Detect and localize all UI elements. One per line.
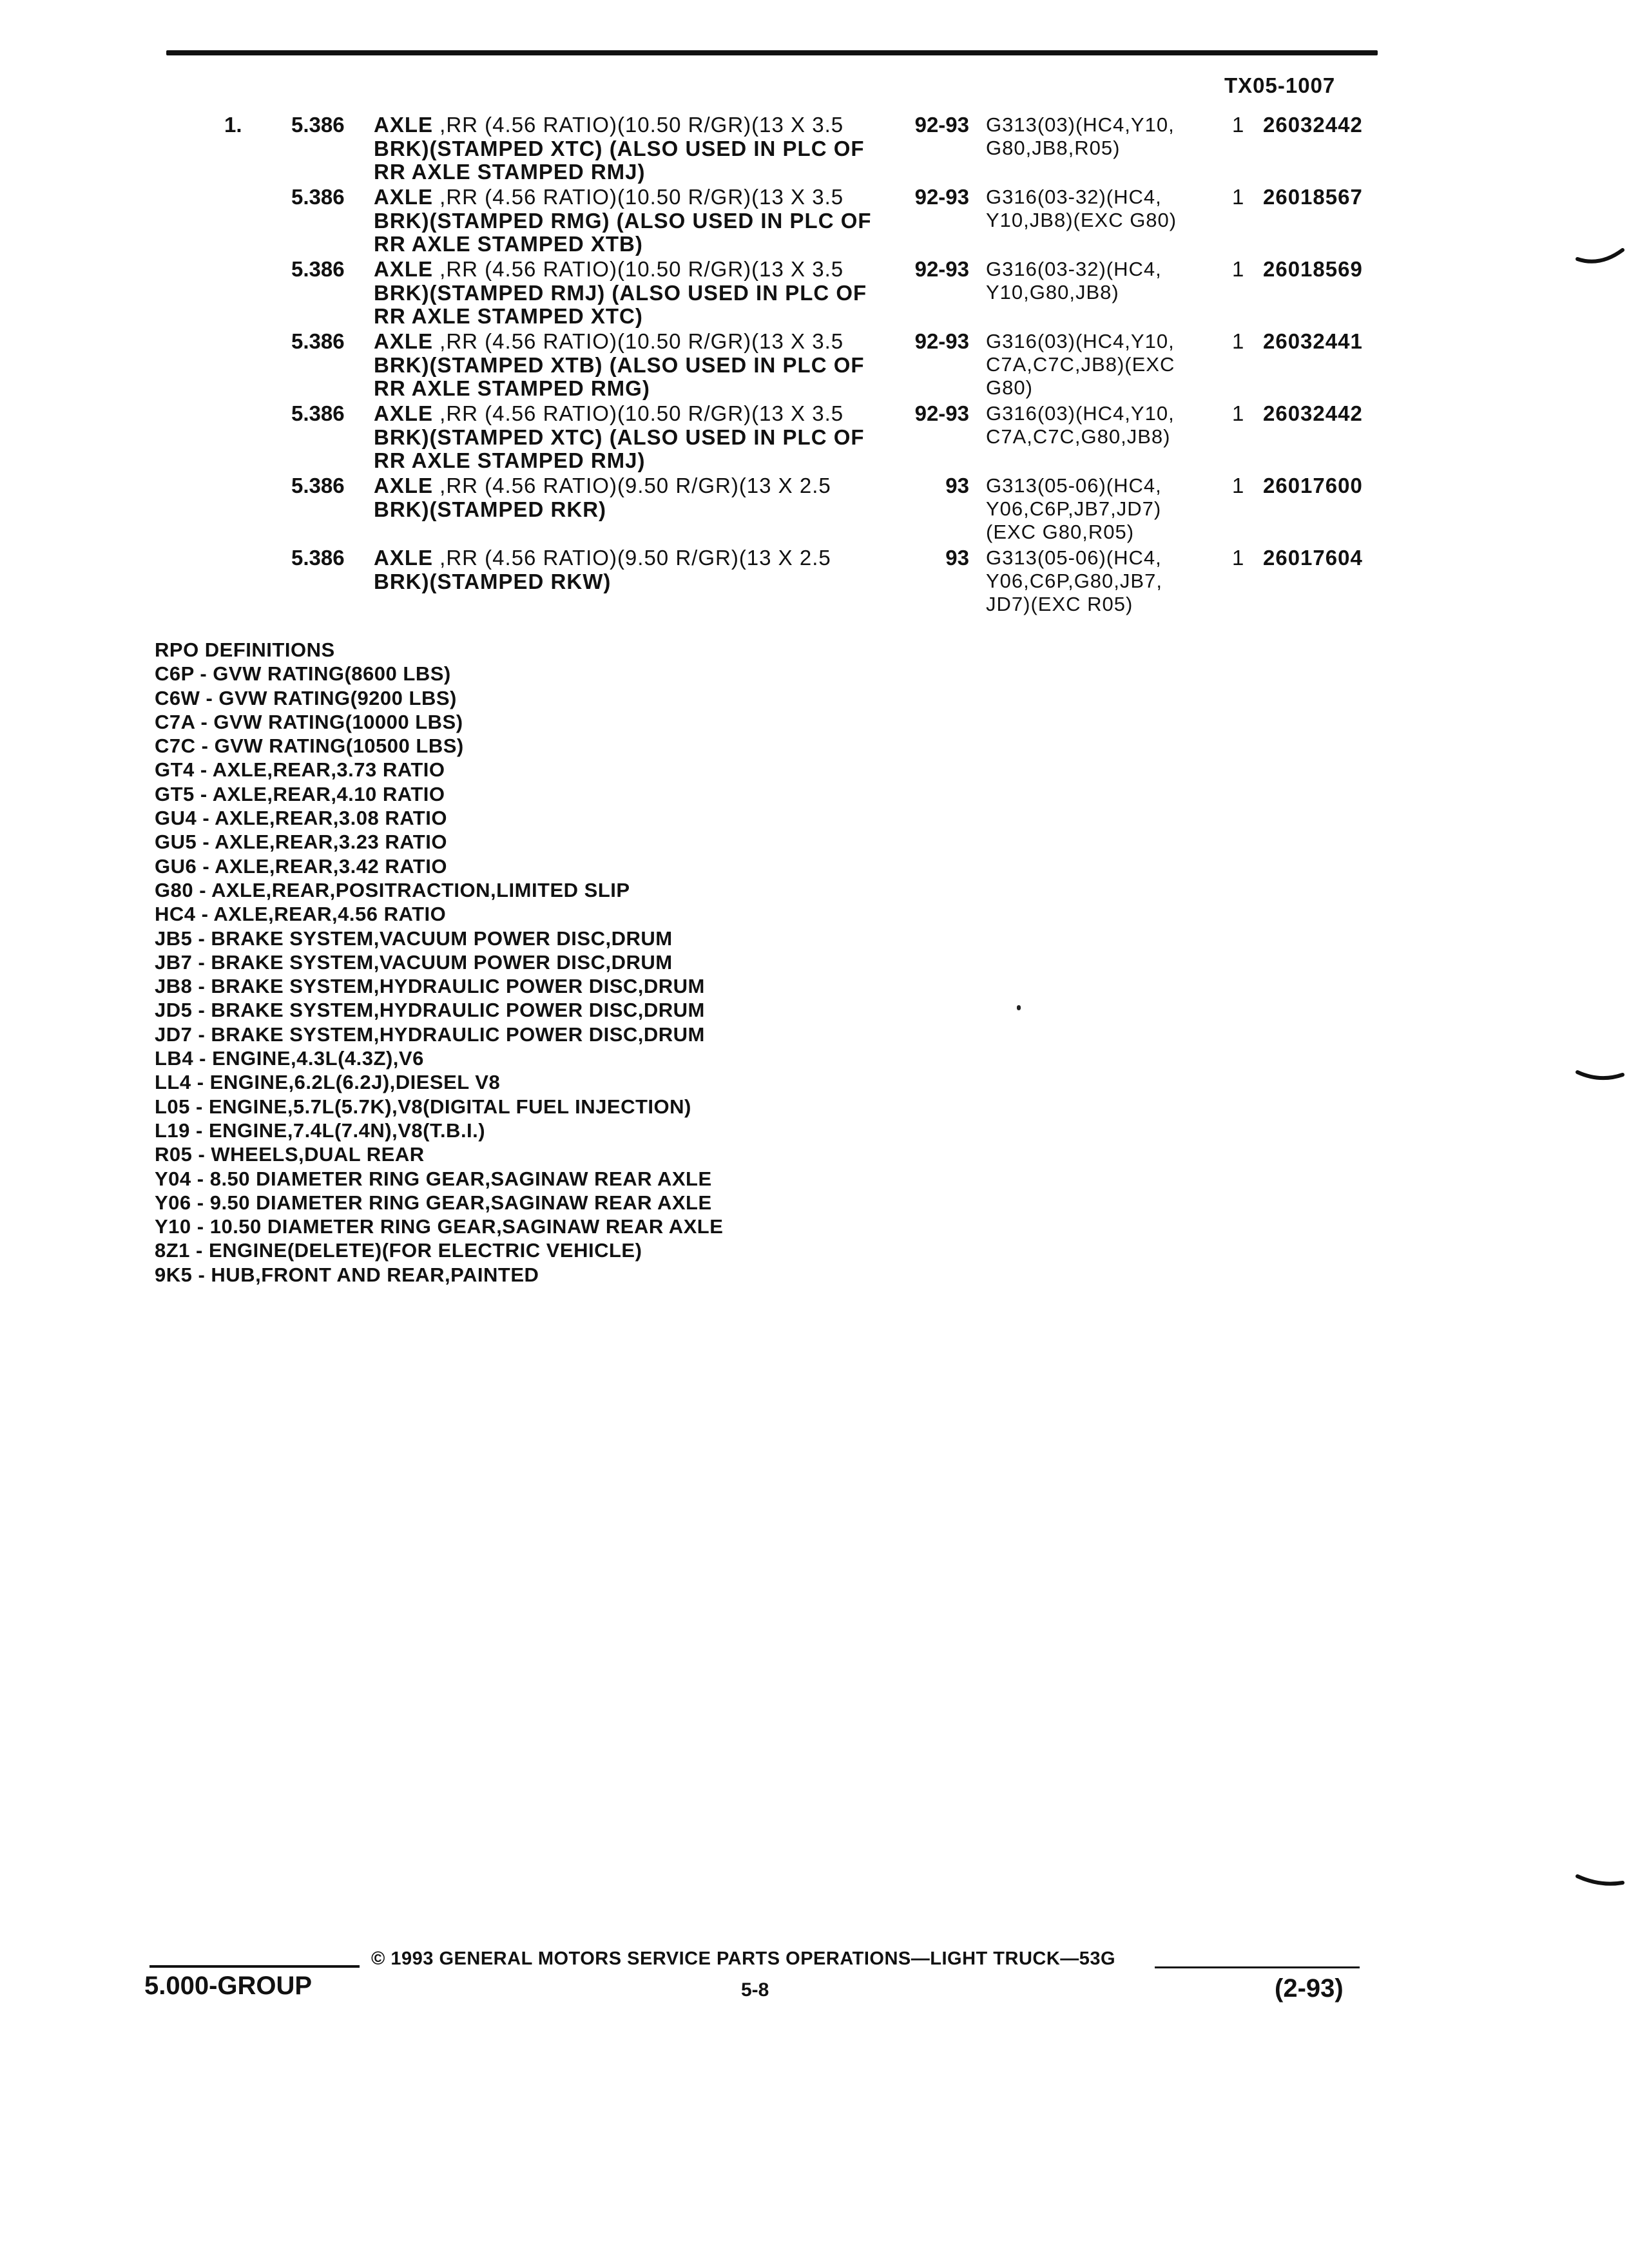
part-description bbox=[374, 402, 889, 472]
usage-line-1: G316(03-32)(HC4, bbox=[986, 186, 1162, 208]
usage-line-2: Y10,JB8)(EXC G80) bbox=[986, 209, 1177, 231]
usage-line-2: Y06,C6P,G80,JB7, bbox=[986, 570, 1162, 592]
usage-line-2: G80,JB8,R05) bbox=[986, 137, 1121, 159]
group-number: 5.386 bbox=[291, 185, 345, 209]
part-desc-line-1: ,RR (4.56 RATIO)(10.50 R/GR)(13 X 3.5 bbox=[433, 185, 844, 209]
rpo-item: L05 - ENGINE,5.7L(5.7K),V8(DIGITAL FUEL INJECTION) bbox=[155, 1095, 691, 1118]
part-number: 26032442 bbox=[1263, 113, 1363, 137]
binder-hole-mark bbox=[1571, 1063, 1629, 1089]
group-number: 5.386 bbox=[291, 546, 345, 570]
footer-group-label: 5.000-GROUP bbox=[144, 1972, 313, 2000]
rpo-item: L19 - ENGINE,7.4L(7.4N),V8(T.B.I.) bbox=[155, 1119, 486, 1142]
rpo-item: Y04 - 8.50 DIAMETER RING GEAR,SAGINAW REAR AXLE bbox=[155, 1167, 712, 1190]
part-number: 26032442 bbox=[1263, 401, 1363, 425]
part-name: AXLE bbox=[374, 401, 434, 425]
part-desc-line-2: BRK)(STAMPED XTB) (ALSO USED IN PLC OF bbox=[374, 353, 865, 377]
rpo-item: G80 - AXLE,REAR,POSITRACTION,LIMITED SLIP bbox=[155, 878, 630, 901]
rpo-item: GU4 - AXLE,REAR,3.08 RATIO bbox=[155, 807, 447, 830]
part-row bbox=[0, 258, 1629, 330]
part-desc-line-2: BRK)(STAMPED RMG) (ALSO USED IN PLC OF bbox=[374, 209, 872, 233]
part-desc-line-2: BRK)(STAMPED RKR) bbox=[374, 497, 607, 521]
group-number: 5.386 bbox=[291, 329, 345, 353]
part-desc-line-1: ,RR (4.56 RATIO)(10.50 R/GR)(13 X 3.5 bbox=[433, 401, 844, 425]
quantity: 1 bbox=[1232, 113, 1244, 137]
part-name: AXLE bbox=[374, 474, 434, 497]
quantity: 1 bbox=[1232, 257, 1244, 281]
model-years: 93 bbox=[945, 474, 969, 497]
part-description bbox=[374, 330, 889, 400]
model-years: 92-93 bbox=[914, 329, 969, 353]
rpo-definitions bbox=[155, 638, 928, 1287]
document-id: TX05-1007 bbox=[1224, 73, 1336, 97]
rpo-item: C6W - GVW RATING(9200 LBS) bbox=[155, 686, 457, 709]
model-years: 93 bbox=[945, 546, 969, 570]
usage-line-1: G316(03-32)(HC4, bbox=[986, 258, 1162, 280]
part-desc-line-1: ,RR (4.56 RATIO)(10.50 R/GR)(13 X 3.5 bbox=[433, 257, 844, 281]
part-desc-line-2: BRK)(STAMPED XTC) (ALSO USED IN PLC OF bbox=[374, 137, 865, 160]
part-number: 26032441 bbox=[1263, 329, 1363, 353]
part-number: 26018567 bbox=[1263, 185, 1363, 209]
rpo-item: C7C - GVW RATING(10500 LBS) bbox=[155, 735, 464, 758]
usage-line-1: G313(05-06)(HC4, bbox=[986, 546, 1162, 569]
footer-rule-right bbox=[1155, 1966, 1360, 1968]
usage-codes bbox=[986, 258, 1231, 304]
part-number: 26017600 bbox=[1263, 474, 1363, 497]
rpo-item: LL4 - ENGINE,6.2L(6.2J),DIESEL V8 bbox=[155, 1071, 501, 1094]
usage-line-2: C7A,C7C,G80,JB8) bbox=[986, 425, 1171, 448]
part-description bbox=[374, 474, 889, 521]
rpo-title: RPO DEFINITIONS bbox=[155, 639, 335, 661]
rpo-item: JD5 - BRAKE SYSTEM,HYDRAULIC POWER DISC,DRUM bbox=[155, 999, 705, 1022]
rpo-item: HC4 - AXLE,REAR,4.56 RATIO bbox=[155, 903, 447, 926]
part-number: 26018569 bbox=[1263, 257, 1363, 281]
scan-speck bbox=[1017, 1005, 1021, 1010]
rpo-item: GU6 - AXLE,REAR,3.42 RATIO bbox=[155, 854, 447, 878]
top-rule bbox=[166, 50, 1378, 55]
usage-line-2: C7A,C7C,JB8)(EXC bbox=[986, 353, 1175, 376]
usage-line-3: (EXC G80,R05) bbox=[986, 521, 1135, 543]
group-number: 5.386 bbox=[291, 257, 345, 281]
part-desc-line-2: BRK)(STAMPED RKW) bbox=[374, 570, 612, 593]
usage-codes bbox=[986, 113, 1231, 160]
footer-rule-left bbox=[149, 1965, 360, 1968]
item-index: 1. bbox=[224, 113, 242, 137]
model-years: 92-93 bbox=[914, 401, 969, 425]
rpo-item: C6P - GVW RATING(8600 LBS) bbox=[155, 662, 451, 686]
part-row bbox=[0, 113, 1629, 186]
usage-codes bbox=[986, 474, 1231, 544]
quantity: 1 bbox=[1232, 401, 1244, 425]
part-description bbox=[374, 258, 889, 328]
usage-codes bbox=[986, 402, 1231, 448]
part-number: 26017604 bbox=[1263, 546, 1363, 570]
rpo-item: R05 - WHEELS,DUAL REAR bbox=[155, 1143, 425, 1166]
rpo-item: GT4 - AXLE,REAR,3.73 RATIO bbox=[155, 758, 445, 782]
part-desc-line-1: ,RR (4.56 RATIO)(10.50 R/GR)(13 X 3.5 bbox=[433, 329, 844, 353]
rpo-item: JB8 - BRAKE SYSTEM,HYDRAULIC POWER DISC,DRUM bbox=[155, 975, 705, 998]
part-desc-line-3: RR AXLE STAMPED RMJ) bbox=[374, 448, 646, 472]
part-name: AXLE bbox=[374, 546, 434, 570]
part-desc-line-3: RR AXLE STAMPED RMJ) bbox=[374, 160, 646, 184]
part-desc-line-3: RR AXLE STAMPED XTB) bbox=[374, 232, 643, 256]
part-row bbox=[0, 546, 1629, 619]
quantity: 1 bbox=[1232, 185, 1244, 209]
rpo-item: 8Z1 - ENGINE(DELETE)(FOR ELECTRIC VEHICLE) bbox=[155, 1239, 642, 1262]
part-desc-line-2: BRK)(STAMPED RMJ) (ALSO USED IN PLC OF bbox=[374, 281, 867, 305]
footer-revision-date: (2-93) bbox=[1275, 1974, 1344, 2003]
rpo-item: 9K5 - HUB,FRONT AND REAR,PAINTED bbox=[155, 1263, 539, 1286]
rpo-item: GU5 - AXLE,REAR,3.23 RATIO bbox=[155, 831, 447, 854]
part-description bbox=[374, 546, 889, 593]
usage-codes bbox=[986, 186, 1231, 232]
model-years: 92-93 bbox=[914, 257, 969, 281]
part-desc-line-3: RR AXLE STAMPED XTC) bbox=[374, 304, 643, 328]
part-row bbox=[0, 402, 1629, 474]
part-desc-line-3: RR AXLE STAMPED RMG) bbox=[374, 376, 650, 400]
part-name: AXLE bbox=[374, 329, 434, 353]
usage-line-1: G313(03)(HC4,Y10, bbox=[986, 113, 1175, 136]
part-row bbox=[0, 474, 1629, 546]
footer-copyright: © 1993 GENERAL MOTORS SERVICE PARTS OPERATIONS—LIGHT TRUCK—53G bbox=[371, 1948, 1116, 1969]
usage-line-2: Y10,G80,JB8) bbox=[986, 281, 1119, 303]
rpo-item: C7A - GVW RATING(10000 LBS) bbox=[155, 710, 463, 733]
model-years: 92-93 bbox=[914, 113, 969, 137]
usage-line-2: Y06,C6P,JB7,JD7) bbox=[986, 497, 1162, 520]
part-description bbox=[374, 186, 889, 256]
part-desc-line-2: BRK)(STAMPED XTC) (ALSO USED IN PLC OF bbox=[374, 425, 865, 449]
part-desc-line-1: ,RR (4.56 RATIO)(9.50 R/GR)(13 X 2.5 bbox=[433, 474, 831, 497]
part-desc-line-1: ,RR (4.56 RATIO)(10.50 R/GR)(13 X 3.5 bbox=[433, 113, 844, 137]
rpo-item: GT5 - AXLE,REAR,4.10 RATIO bbox=[155, 782, 445, 805]
binder-hole-mark bbox=[1571, 246, 1629, 272]
part-row bbox=[0, 186, 1629, 258]
part-name: AXLE bbox=[374, 113, 434, 137]
usage-codes bbox=[986, 546, 1231, 616]
quantity: 1 bbox=[1232, 474, 1244, 497]
group-number: 5.386 bbox=[291, 113, 345, 137]
binder-hole-mark bbox=[1571, 1869, 1629, 1894]
rpo-item: JB5 - BRAKE SYSTEM,VACUUM POWER DISC,DRUM bbox=[155, 927, 673, 950]
usage-line-3: G80) bbox=[986, 376, 1033, 399]
rpo-item: Y10 - 10.50 DIAMETER RING GEAR,SAGINAW REAR AXLE bbox=[155, 1215, 724, 1238]
part-desc-line-1: ,RR (4.56 RATIO)(9.50 R/GR)(13 X 2.5 bbox=[433, 546, 831, 570]
model-years: 92-93 bbox=[914, 185, 969, 209]
usage-line-1: G316(03)(HC4,Y10, bbox=[986, 402, 1175, 425]
rpo-item: Y06 - 9.50 DIAMETER RING GEAR,SAGINAW REAR AXLE bbox=[155, 1191, 712, 1214]
part-name: AXLE bbox=[374, 185, 434, 209]
quantity: 1 bbox=[1232, 329, 1244, 353]
part-row bbox=[0, 330, 1629, 402]
usage-line-3: JD7)(EXC R05) bbox=[986, 593, 1133, 615]
quantity: 1 bbox=[1232, 546, 1244, 570]
group-number: 5.386 bbox=[291, 474, 345, 497]
group-number: 5.386 bbox=[291, 401, 345, 425]
rpo-item: LB4 - ENGINE,4.3L(4.3Z),V6 bbox=[155, 1047, 424, 1070]
part-description bbox=[374, 113, 889, 184]
rpo-item: JD7 - BRAKE SYSTEM,HYDRAULIC POWER DISC,DRUM bbox=[155, 1023, 705, 1046]
footer-page-number: 5-8 bbox=[741, 1979, 769, 2001]
rpo-item: JB7 - BRAKE SYSTEM,VACUUM POWER DISC,DRUM bbox=[155, 950, 673, 974]
usage-codes bbox=[986, 330, 1231, 399]
part-name: AXLE bbox=[374, 257, 434, 281]
usage-line-1: G316(03)(HC4,Y10, bbox=[986, 330, 1175, 352]
usage-line-1: G313(05-06)(HC4, bbox=[986, 474, 1162, 497]
